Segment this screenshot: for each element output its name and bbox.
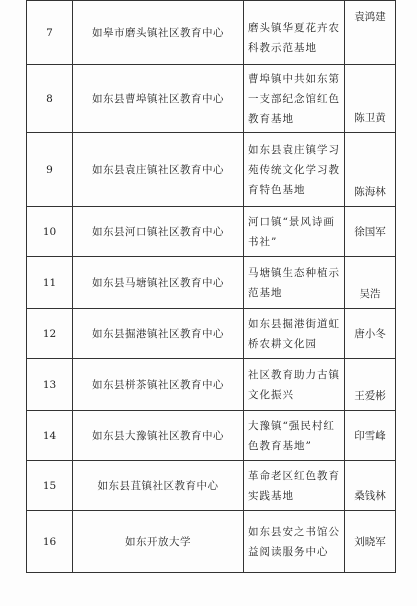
contact-person: 陈卫黄 [345, 65, 396, 133]
table-row [27, 461, 396, 511]
base-name: 河口镇“景风诗画书社” [244, 207, 345, 257]
contact-person: 刘晓军 [345, 511, 396, 573]
base-name: 社区教育助力古镇文化振兴 [244, 359, 345, 411]
table-row [27, 1, 396, 65]
base-name: 如东县袁庄镇学习苑传统文化学习教育特色基地 [244, 133, 345, 207]
organization-name: 如东县马塘镇社区教育中心 [73, 257, 244, 309]
base-name: 如东县安之书馆公益阅读服务中心 [244, 511, 345, 573]
row-number: 11 [27, 257, 73, 309]
contact-person: 王爱彬 [345, 359, 396, 411]
row-number: 7 [27, 1, 73, 65]
organization-name: 如东县大豫镇社区教育中心 [73, 411, 244, 461]
row-number: 10 [27, 207, 73, 257]
row-number: 13 [27, 359, 73, 411]
table-row [27, 207, 396, 257]
row-number: 15 [27, 461, 73, 511]
table-row [27, 411, 396, 461]
organization-name: 如东县河口镇社区教育中心 [73, 207, 244, 257]
base-name: 革命老区红色教育实践基地 [244, 461, 345, 511]
table-row [27, 133, 396, 207]
contact-person: 桑钱林 [345, 461, 396, 511]
organization-name: 如东县栟茶镇社区教育中心 [73, 359, 244, 411]
table-row [27, 511, 396, 573]
row-number: 8 [27, 65, 73, 133]
row-number: 16 [27, 511, 73, 573]
contact-person: 徐国军 [345, 207, 396, 257]
base-name: 如东县掘港街道虹桥农耕文化园 [244, 309, 345, 359]
organization-name: 如东县曹埠镇社区教育中心 [73, 65, 244, 133]
table-row [27, 65, 396, 133]
organization-name: 如东县袁庄镇社区教育中心 [73, 133, 244, 207]
row-number: 9 [27, 133, 73, 207]
row-number: 12 [27, 309, 73, 359]
contact-person: 袁鸿建 [345, 1, 396, 65]
organization-name: 如东开放大学 [73, 511, 244, 573]
base-name: 磨头镇华夏花卉农科教示范基地 [244, 1, 345, 65]
contact-person: 吴浩 [345, 257, 396, 309]
table-row [27, 359, 396, 411]
contact-person: 印雪峰 [345, 411, 396, 461]
contact-person: 唐小冬 [345, 309, 396, 359]
contact-person: 陈海林 [345, 133, 396, 207]
base-name: 曹埠镇中共如东第一支部纪念馆红色教育基地 [244, 65, 345, 133]
organization-name: 如东县苴镇社区教育中心 [73, 461, 244, 511]
roster-table [26, 0, 396, 573]
row-number: 14 [27, 411, 73, 461]
table-row [27, 309, 396, 359]
table-row [27, 257, 396, 309]
base-name: 马塘镇生态种植示范基地 [244, 257, 345, 309]
organization-name: 如皋市磨头镇社区教育中心 [73, 1, 244, 65]
organization-name: 如东县掘港镇社区教育中心 [73, 309, 244, 359]
base-name: 大豫镇“强民村红色教育基地” [244, 411, 345, 461]
